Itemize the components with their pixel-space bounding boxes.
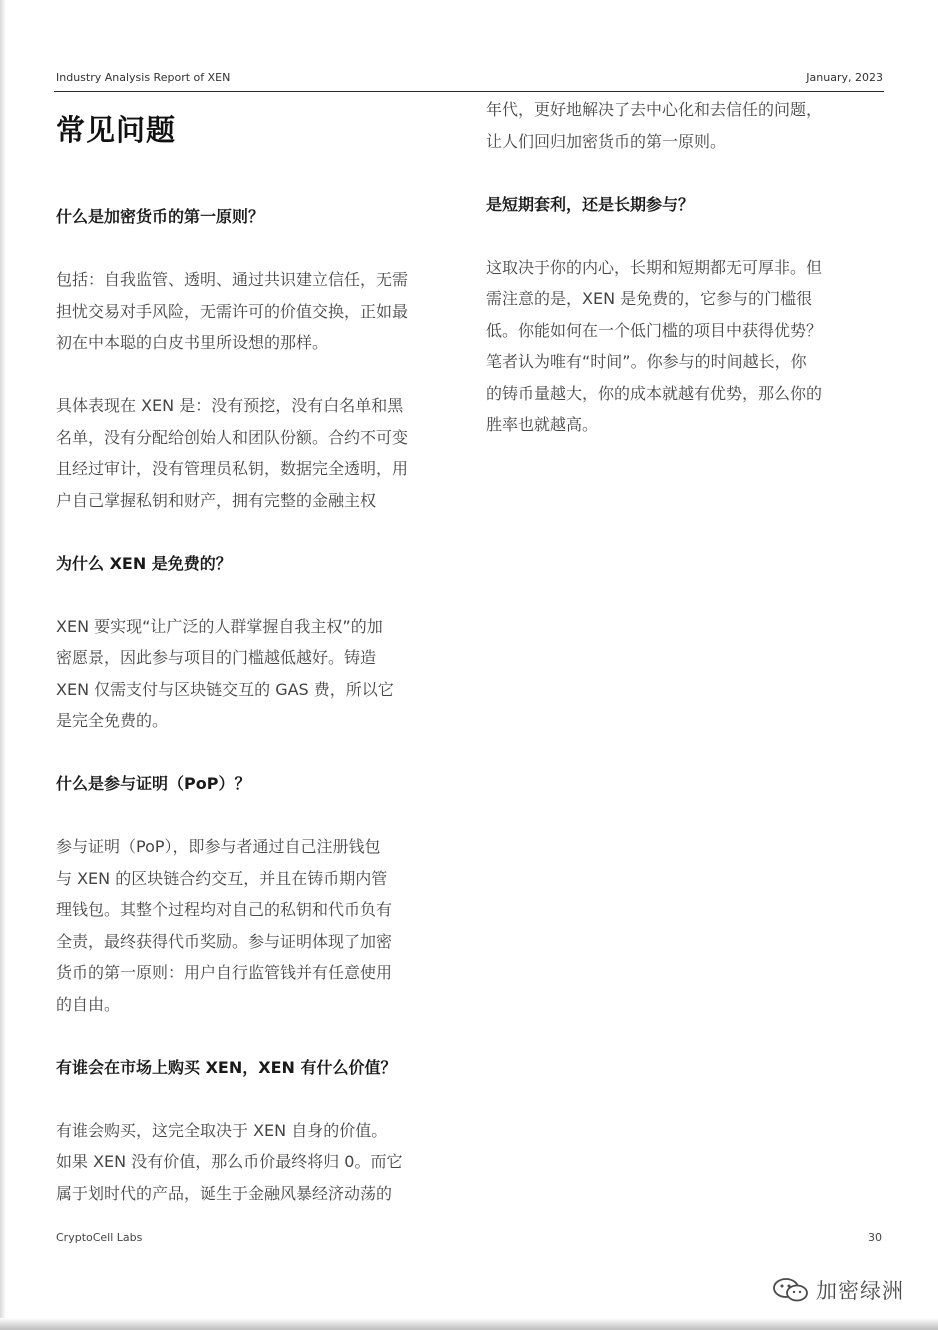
faq-answer-line: 全责，最终获得代币奖励。参与证明体现了加密 xyxy=(56,931,393,951)
faq-answer-line: 需注意的是，XEN 是免费的，它参与的门槛很 xyxy=(486,289,813,308)
paragraph-spacer xyxy=(56,359,456,391)
faq-answer-line: 有谁会购买，这完全取决于 XEN 自身的价值。 xyxy=(56,1120,388,1140)
faq-answer-line: 担忧交易对手风险，无需许可的价值交换，正如最 xyxy=(56,301,409,321)
faq-question: 什么是参与证明（PoP）？ xyxy=(56,774,251,793)
faq-answer-line: 这取决于你的内心，长期和短期都无可厚非。但 xyxy=(486,257,823,277)
faq-answer-line: 年代，更好地解决了去中心化和去信任的问题， xyxy=(486,100,823,119)
faq-answer-line: 的铸币量越大，你的成本就越有优势，那么你的 xyxy=(486,383,823,403)
faq-answer-line: 笔者认为唯有“时间”。你参与的时间越长，你 xyxy=(486,352,807,371)
faq-answer-line: 包括：自我监管、透明、通过共识建立信任，无需 xyxy=(56,270,409,289)
faq-answer-line: 属于划时代的产品，诞生于金融风暴经济动荡的 xyxy=(56,1183,393,1203)
faq-answer-line: 初在中本聪的白皮书里所设想的那样。 xyxy=(56,333,329,352)
paragraph-spacer xyxy=(56,1083,456,1115)
faq-answer-line: 且经过审计，没有管理员私钥，数据完全透明，用 xyxy=(56,459,409,478)
faq-question: 为什么 XEN 是免费的？ xyxy=(56,553,232,573)
report-header-date: January, 2023 xyxy=(806,71,883,84)
paragraph-spacer xyxy=(486,157,886,189)
left-column-text xyxy=(56,201,456,1209)
faq-answer-line: XEN 仅需支付与区块链交互的 GAS 费，所以它 xyxy=(56,679,394,699)
right-column-text xyxy=(486,94,886,441)
paragraph-spacer xyxy=(56,737,456,769)
left-column xyxy=(56,106,456,1209)
faq-answer-line: 低。你能如何在一个低门槛的项目中获得优势？ xyxy=(486,320,823,340)
faq-answer-line: 与 XEN 的区块链合约交互，并且在铸币期内管 xyxy=(56,868,388,888)
report-header-title: Industry Analysis Report of XEN xyxy=(56,71,231,84)
header-divider xyxy=(54,91,884,92)
faq-answer-line: XEN 要实现“让广泛的人群掌握自我主权”的加 xyxy=(56,616,383,636)
paragraph-spacer xyxy=(56,800,456,832)
faq-answer-line: 参与证明（PoP），即参与者通过自己注册钱包 xyxy=(56,837,381,856)
faq-answer-line: 名单，没有分配给创始人和团队份额。合约不可变 xyxy=(56,427,409,447)
faq-answer-line: 胜率也就越高。 xyxy=(486,415,599,434)
right-column xyxy=(486,94,886,441)
faq-answer-line: 货币的第一原则：用户自行监管钱并有任意使用 xyxy=(56,963,393,982)
faq-question: 有谁会在市场上购买 XEN，XEN 有什么价值？ xyxy=(56,1057,397,1077)
faq-answer-line: 具体表现在 XEN 是：没有预挖，没有白名单和黑 xyxy=(56,396,404,415)
page-shadow-left xyxy=(0,0,6,1330)
title-spacer xyxy=(56,154,456,201)
page-title: 常见问题 xyxy=(56,113,177,147)
paragraph-spacer xyxy=(56,579,456,611)
faq-answer-line: 理钱包。其整个过程均对自己的私钥和代币负有 xyxy=(56,900,393,919)
faq-answer-line: 是完全免费的。 xyxy=(56,711,169,730)
faq-answer-line: 让人们回归加密货币的第一原则。 xyxy=(486,131,727,151)
watermark xyxy=(772,1275,904,1305)
footer-org: CryptoCell Labs xyxy=(56,1231,143,1244)
faq-answer-line: 如果 XEN 没有价值，那么币价最终将归 0。而它 xyxy=(56,1152,403,1171)
paragraph-spacer xyxy=(486,220,886,252)
faq-question: 是短期套利，还是长期参与？ xyxy=(486,194,695,214)
wechat-icon xyxy=(772,1277,810,1303)
paragraph-spacer xyxy=(56,1020,456,1052)
paragraph-spacer xyxy=(56,516,456,548)
faq-question: 什么是加密货币的第一原则？ xyxy=(56,207,265,226)
watermark-text: 加密绿洲 xyxy=(816,1279,904,1303)
paragraph-spacer xyxy=(56,233,456,265)
faq-answer-line: 的自由。 xyxy=(56,994,121,1014)
faq-answer-line: 密愿景，因此参与项目的门槛越低越好。铸造 xyxy=(56,648,377,667)
page-shadow-bottom xyxy=(0,1318,938,1330)
page-number: 30 xyxy=(868,1231,882,1244)
faq-answer-line: 户自己掌握私钥和财产，拥有完整的金融主权 xyxy=(56,490,377,510)
